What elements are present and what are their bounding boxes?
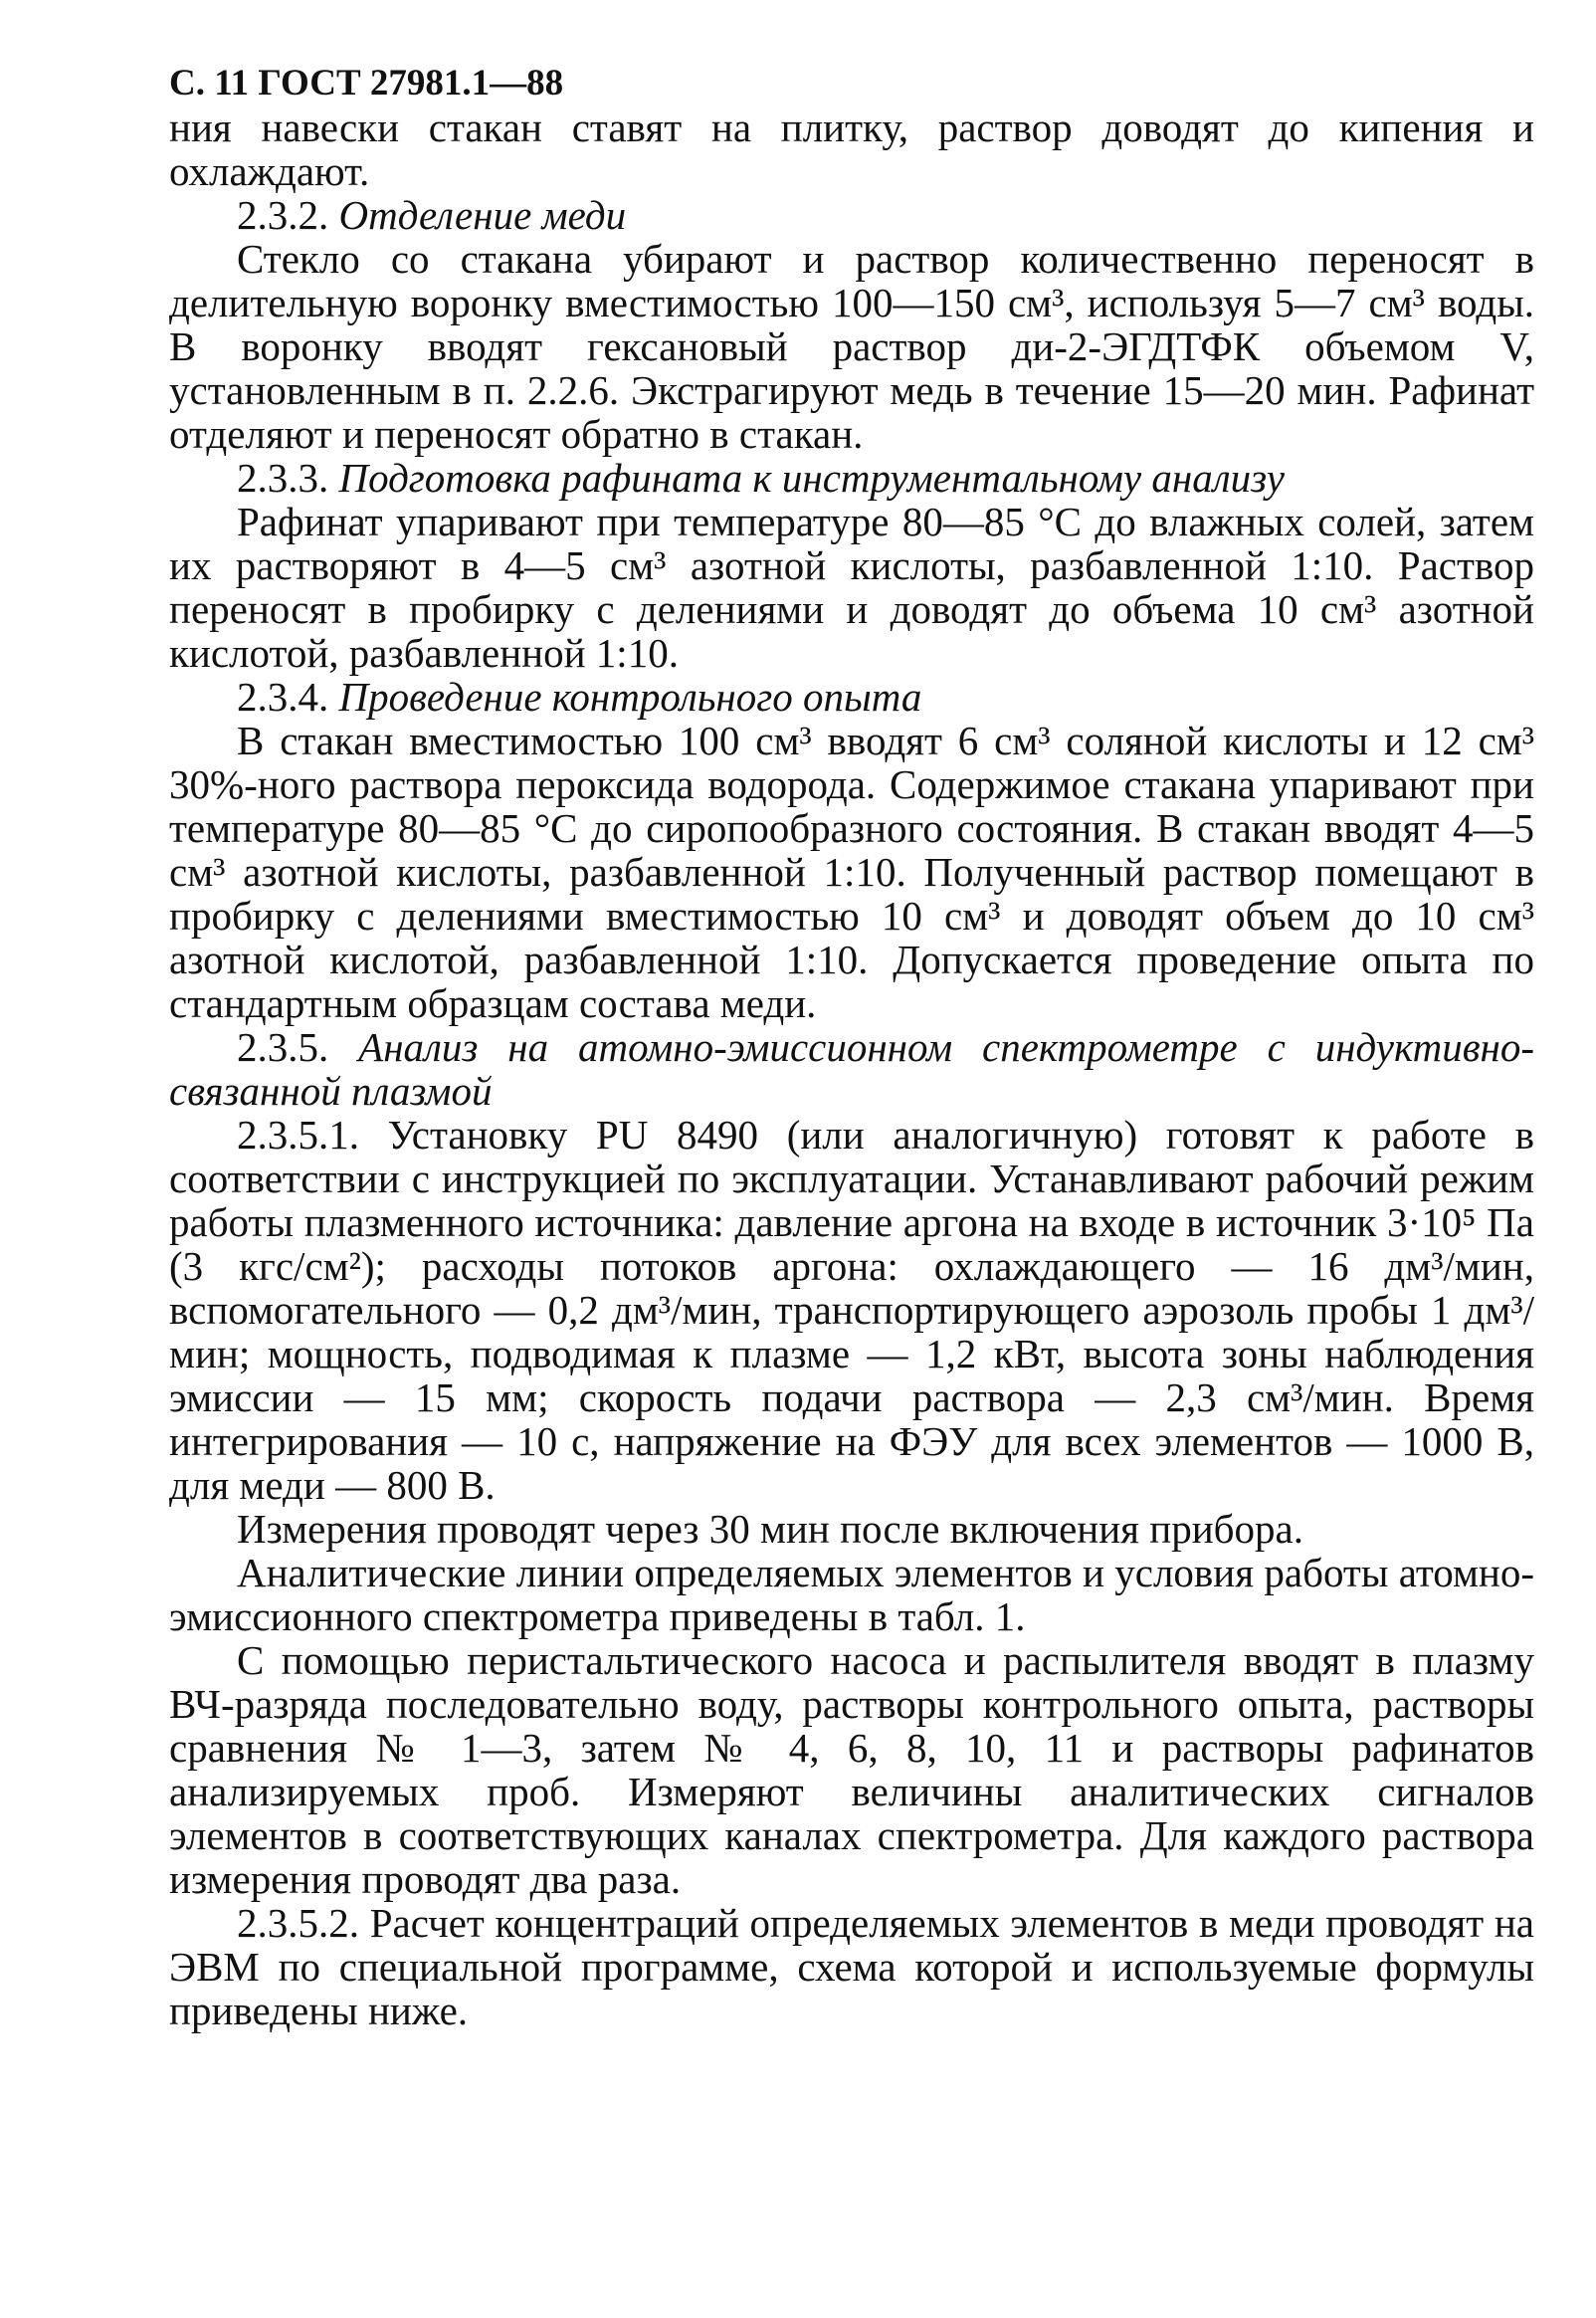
section-heading-2-3-3 (169, 456, 1534, 500)
paragraph-control-experiment (169, 719, 1534, 1025)
paragraph-text: ния навески стакан ставят на плитку, раствор доводят до кипения и охлаждают. (169, 105, 1534, 194)
paragraph-text: Аналитические линии определяемых элементов и условия работы атомно-эмиссионного спектрометра приведены в табл. 1. (169, 1550, 1534, 1639)
section-heading-2-3-4 (169, 675, 1534, 719)
document-page (169, 62, 1534, 2032)
section-title: Анализ на атомно-эмиссионном спектрометре с индуктивно-связанной плазмой (169, 1024, 1534, 1114)
paragraph-text: Стекло со стакана убирают и раствор количественно переносят в делительную воронку вместимостью 100—150 см³, используя 5—7 см³ воды. В воронку вводят гексановый раствор ди-2-ЭГДТФК объемом V, установленным в п. 2.2.6. Экстрагируют медь в течение 15—20 мин. Рафинат отделяют и переносят обратно в стакан. (169, 236, 1534, 457)
section-title: Отделение меди (338, 192, 627, 238)
paragraph-copper-separation (169, 237, 1534, 456)
paragraph-measurement-timing (169, 1507, 1534, 1551)
page-header: С. 11 ГОСТ 27981.1—88 (169, 63, 564, 104)
paragraph-text: Рафинат упаривают при температуре 80—85 °С до влажных солей, затем их растворяют в 4—5 см³ азотной кислоты, разбавленной 1:10. Раствор переносят в пробирку с делениями и доводят до объема 10 см³ азотной кислотой, разбавленной 1:10. (169, 499, 1534, 676)
paragraph-analytical-lines (169, 1551, 1534, 1638)
paragraph-text: В стакан вместимостью 100 см³ вводят 6 см³ соляной кислоты и 12 см³ 30%-ного раствора пероксида водорода. Содержимое стакана упаривают при температуре 80—85 °С до сиропообразного состояния. В стакан вводят 4—5 см³ азотной кислоты, разбавленной 1:10. Полученный раствор помещают в пробирку с делениями вместимостью 10 см³ и доводят объем до 10 см³ азотной кислотой, разбавленной 1:10. Допускается проведение опыта по стандартным образцам состава меди. (169, 718, 1534, 1026)
section-number: 2.3.5. (237, 1024, 329, 1070)
paragraph-continuation (169, 105, 1534, 193)
section-heading-2-3-2 (169, 193, 1534, 237)
paragraph-measurement-procedure (169, 1638, 1534, 1901)
section-number: 2.3.2. (237, 192, 329, 238)
paragraph-text: 2.3.5.2. Расчет концентраций определяемых элементов в меди проводят на ЭВМ по специальной программе, схема которой и используемые формулы приведены ниже. (169, 1900, 1534, 2033)
section-number: 2.3.3. (237, 455, 329, 501)
paragraph-calculation (169, 1901, 1534, 2032)
section-heading-2-3-5 (169, 1025, 1534, 1113)
section-title: Проведение контрольного опыта (338, 674, 922, 720)
paragraph-raffinate-prep (169, 500, 1534, 675)
paragraph-text: С помощью перистальтического насоса и распылителя вводят в плазму ВЧ-разряда последовательно воду, растворы контрольного опыта, растворы сравнения № 1—3, затем № 4, 6, 8, 10, 11 и растворы рафинатов анализируемых проб. Измеряют величины аналитических сигналов элементов в соответствующих каналах спектрометра. Для каждого раствора измерения проводят два раза. (169, 1637, 1534, 1902)
section-number: 2.3.4. (237, 674, 329, 720)
section-title: Подготовка рафината к инструментальному анализу (338, 455, 1286, 501)
paragraph-instrument-setup (169, 1113, 1534, 1507)
paragraph-text: Измерения проводят через 30 мин после включения прибора. (237, 1506, 1303, 1552)
paragraph-text: 2.3.5.1. Установку PU 8490 (или аналогичную) готовят к работе в соответствии с инструкцией по эксплуатации. Устанавливают рабочий режим работы плазменного источника: давление аргона на входе в источник 3·10⁵ Па (3 кгс/см²); расходы потоков аргона: охлаждающего — 16 дм³/мин, вспомогательного — 0,2 дм³/мин, транспортирующего аэрозоль пробы 1 дм³/мин; мощность, подводимая к плазме — 1,2 кВт, высота зоны наблюдения эмиссии — 15 мм; скорость подачи раствора — 2,3 см³/мин. Время интегрирования — 10 с, напряжение на ФЭУ для всех элементов — 1000 В, для меди — 800 В. (169, 1112, 1534, 1508)
